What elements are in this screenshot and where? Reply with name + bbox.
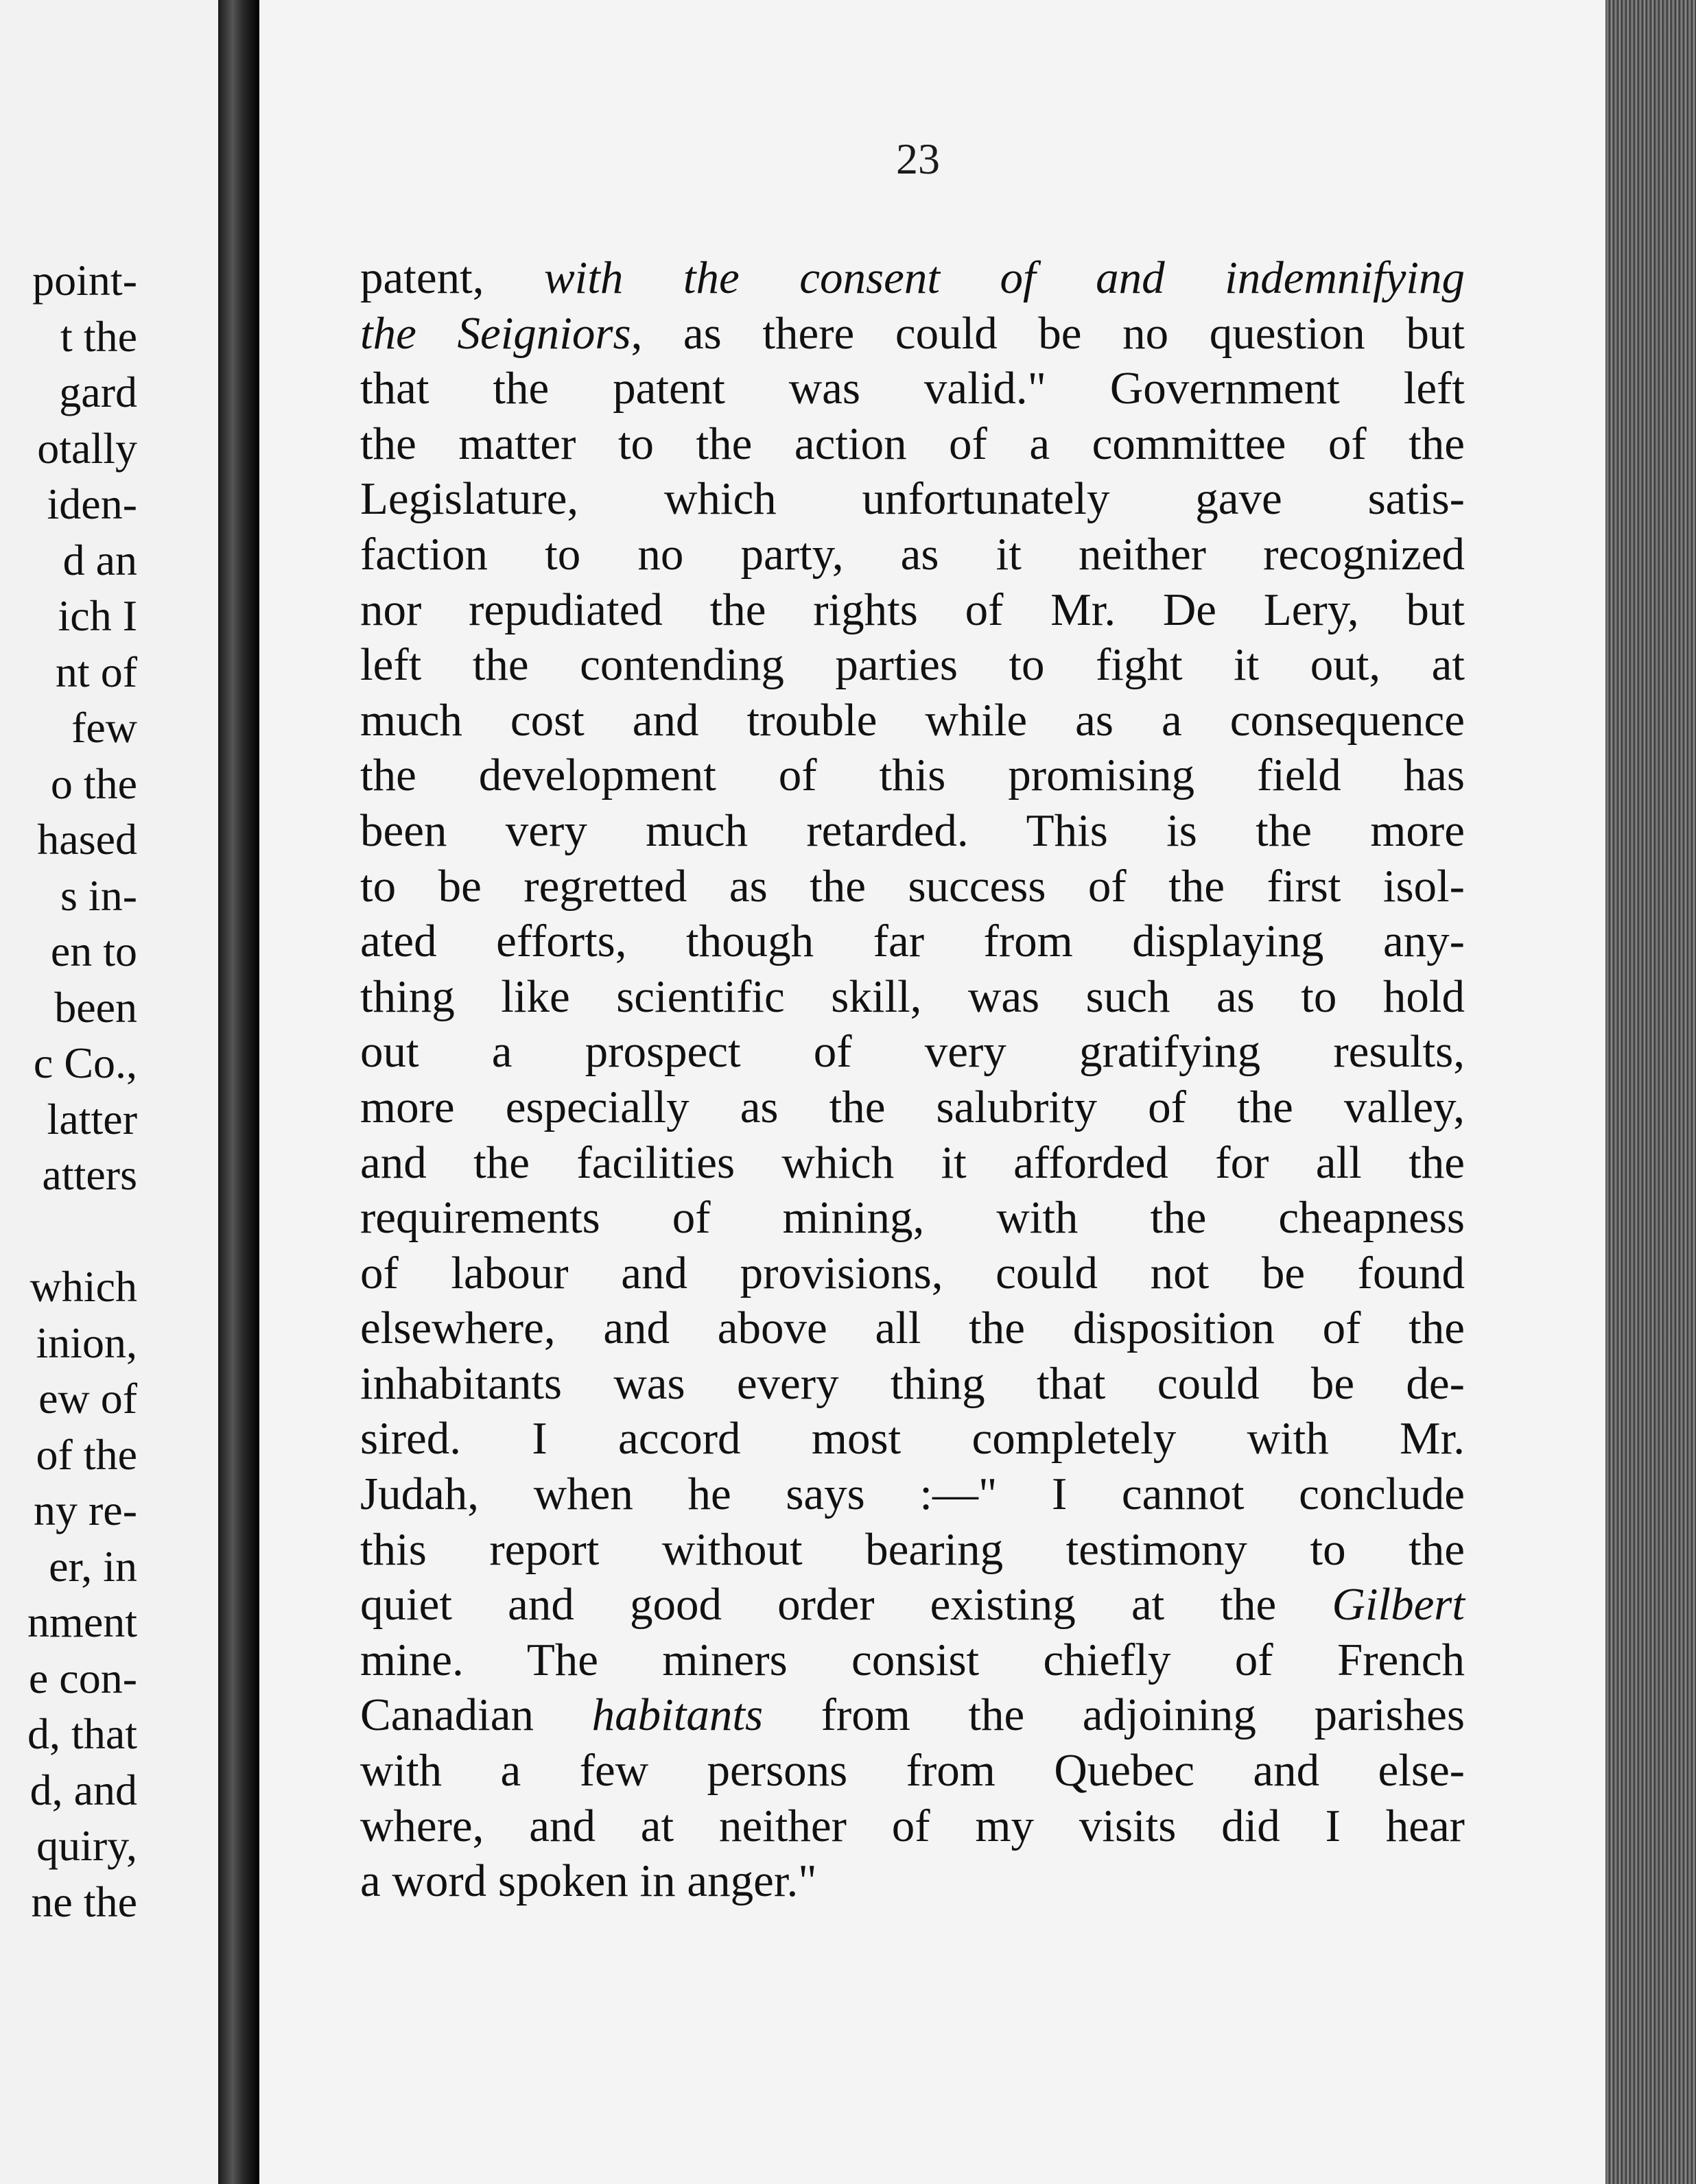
text-line: out a prospect of very gratifying results,: [360, 1026, 1465, 1078]
facing-page-line: inion,: [36, 1318, 137, 1367]
text-line: the development of this promising field has: [360, 750, 1465, 801]
facing-page-line: of the: [36, 1429, 137, 1479]
italic-text: Gilbert: [1332, 1579, 1465, 1630]
text-line: mine. The miners consist chiefly of French: [360, 1634, 1465, 1685]
main-page: [259, 0, 1605, 2184]
text-line: of labour and provisions, could not be found: [360, 1247, 1465, 1298]
italic-text: with the consent of and indemnifying: [543, 252, 1465, 303]
facing-page-line: er, in: [49, 1541, 137, 1591]
text-line: sired. I accord most completely with Mr.: [360, 1413, 1465, 1464]
text-line: a word spoken in anger.": [360, 1855, 817, 1907]
facing-page-line: [0, 1203, 137, 1259]
text-line: Canadian habitants from the adjoining parishes: [360, 1689, 1465, 1741]
text-line: nor repudiated the rights of Mr. De Lery, but: [360, 584, 1465, 635]
text-line: quiet and good order existing at the Gilbert: [360, 1579, 1465, 1630]
facing-page-line: otally: [37, 423, 137, 473]
facing-page-line: point-: [32, 256, 137, 305]
facing-page-line: ny re-: [33, 1486, 137, 1534]
facing-page-line: t the: [60, 311, 137, 361]
facing-page-line: gard: [59, 368, 137, 416]
text-line: inhabitants was every thing that could be de-: [360, 1357, 1465, 1409]
text-line: faction to no party, as it neither recognized: [360, 528, 1465, 580]
facing-page-line: which: [30, 1262, 137, 1311]
text-line: the matter to the action of a committee of the: [360, 418, 1465, 469]
facing-page-line: s in-: [60, 870, 137, 920]
book-page-edges: [1605, 0, 1696, 2184]
text-line: ated efforts, though far from displaying any-: [360, 916, 1465, 967]
body-text: [360, 250, 1465, 1909]
text-line: Judah, when he says :—" I cannot conclude: [360, 1469, 1465, 1520]
book-gutter: [218, 0, 259, 2184]
facing-page-line: c Co.,: [33, 1038, 137, 1087]
facing-page-line: ich I: [58, 591, 137, 640]
facing-page-line: e con-: [28, 1653, 137, 1702]
text-line: patent, with the consent of and indemnifying: [360, 252, 1465, 303]
facing-page-line: nt of: [55, 647, 137, 696]
facing-page-line: ne the: [31, 1877, 137, 1926]
facing-page-line: hased: [37, 815, 137, 864]
facing-page-line: been: [54, 982, 137, 1032]
facing-page-line: atters: [42, 1150, 137, 1199]
text-line: requirements of mining, with the cheapness: [360, 1192, 1465, 1244]
page-number: 23: [896, 134, 940, 183]
facing-page-line: ew of: [38, 1374, 137, 1423]
text-line: where, and at neither of my visits did I hear: [360, 1800, 1465, 1851]
facing-page-line: d, that: [27, 1709, 137, 1758]
facing-page-line: o the: [50, 759, 137, 808]
facing-page-line: en to: [50, 927, 137, 975]
facing-page-line: latter: [47, 1094, 137, 1143]
text-line: much cost and trouble while as a consequence: [360, 694, 1465, 746]
text-line: this report without bearing testimony to the: [360, 1523, 1465, 1575]
text-line: been very much retarded. This is the more: [360, 805, 1465, 856]
facing-page-line: quiry,: [36, 1821, 137, 1870]
text-line: left the contending parties to fight it out, at: [360, 639, 1465, 691]
italic-text: habitants: [591, 1689, 764, 1741]
facing-page-line: few: [71, 703, 137, 752]
facing-page-line: iden-: [47, 479, 137, 528]
facing-page-line: nment: [27, 1598, 137, 1646]
text-line: elsewhere, and above all the disposition of the: [360, 1303, 1465, 1354]
text-line: more especially as the salubrity of the valley,: [360, 1081, 1465, 1132]
text-line: thing like scientific skill, was such as to hold: [360, 971, 1465, 1022]
text-line: to be regretted as the success of the first isol-: [360, 860, 1465, 912]
text-line: that the patent was valid." Government left: [360, 363, 1465, 414]
text-line: Legislature, which unfortunately gave satis-: [360, 473, 1465, 525]
facing-page-fragment: [0, 0, 218, 2184]
text-line: and the facilities which it afforded for all the: [360, 1137, 1465, 1188]
text-line: the Seigniors, as there could be no question but: [360, 307, 1465, 359]
facing-page-text: [0, 252, 137, 1930]
facing-page-line: d an: [62, 535, 137, 584]
facing-page-line: d, and: [30, 1765, 137, 1814]
italic-text: the Seigniors: [360, 307, 631, 359]
text-line: with a few persons from Quebec and else-: [360, 1745, 1465, 1796]
